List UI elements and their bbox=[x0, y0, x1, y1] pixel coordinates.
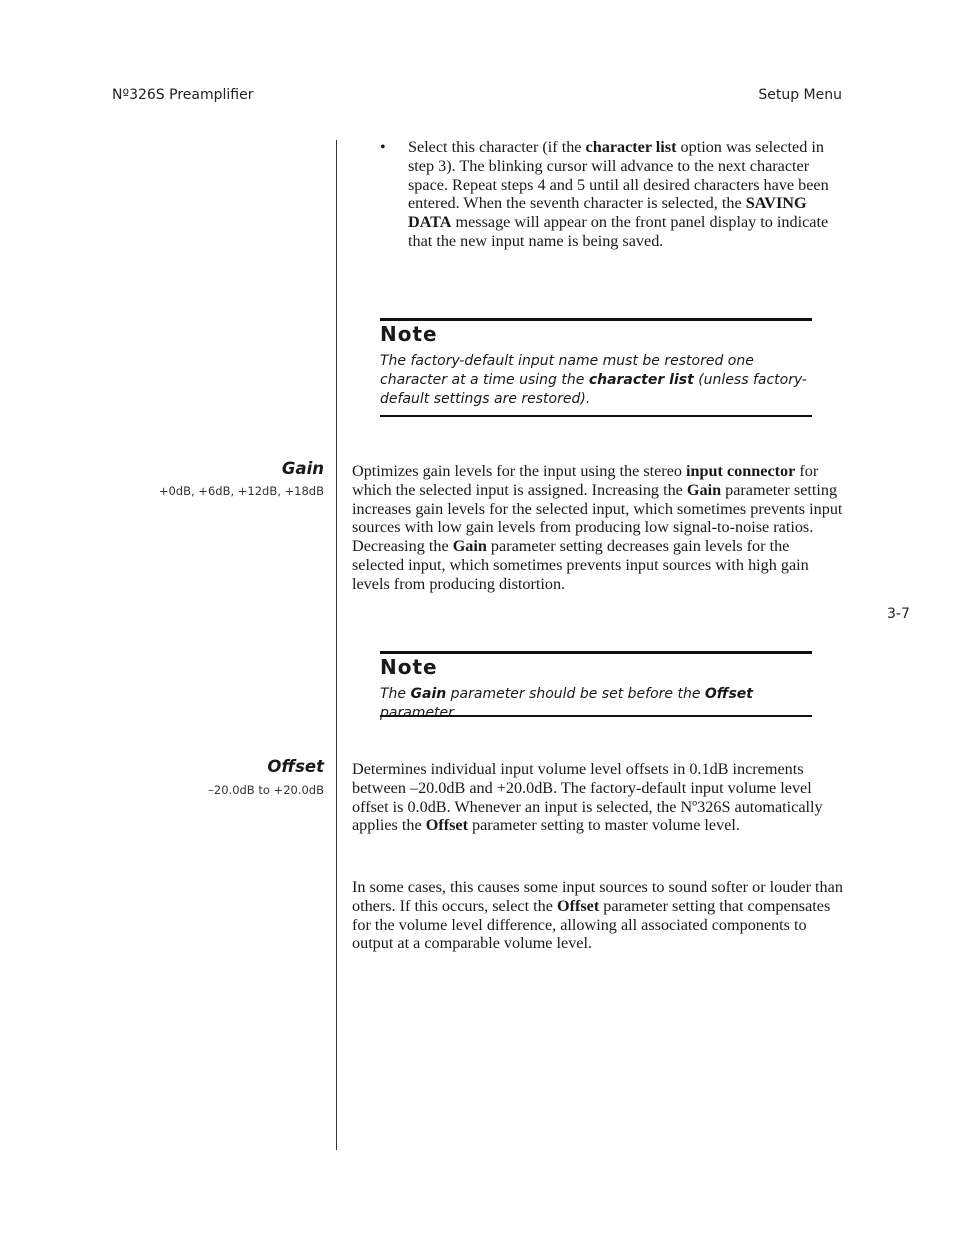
running-header-section: Setup Menu bbox=[758, 87, 842, 103]
page-number: 3-7 bbox=[887, 606, 910, 622]
offset-paragraph-2: In some cases, this causes some input sources to sound softer or louder than others. If this occurs, select the Offset parameter setting that compensates for the volume level difference, allowing all associated components to output at a comparable volume level. bbox=[352, 878, 843, 953]
note-box-gain-offset bbox=[380, 651, 812, 721]
offset-paragraph-1: Determines individual input volume level offsets in 0.1dB increments between –20.0dB and +20.0dB. The factory-default input volume level offset is 0.0dB. Whenever an input is selected, the Nº326S automatically applies the Offset parameter setting to master volume level. bbox=[352, 760, 823, 835]
note-title: Note bbox=[380, 655, 438, 679]
column-divider bbox=[336, 140, 337, 1150]
note-body: The Gain parameter should be set before the Offset parameter. bbox=[380, 686, 753, 721]
offset-range: –20.0dB to +20.0dB bbox=[208, 783, 324, 797]
note-body: The factory-default input name must be restored one character at a time using the character list (unless factory-default settings are restored). bbox=[380, 353, 807, 407]
bullet-item bbox=[380, 138, 840, 251]
note-title: Note bbox=[380, 322, 438, 346]
offset-heading: Offset bbox=[267, 757, 324, 776]
bullet-marker: • bbox=[380, 138, 386, 156]
bullet-text: Select this character (if the character list option was selected in step 3). The blinking cursor will advance to the next character space. Repeat steps 4 and 5 until all desired characters have been entered. When the seventh character is selected, the SAVING DATA message will appear on the front panel display to indicate that the new input name is being saved. bbox=[408, 138, 829, 250]
running-header-title: Nº326S Preamplifier bbox=[112, 87, 254, 103]
term-saving-data: SAVING DATA bbox=[408, 194, 807, 232]
gain-range: +0dB, +6dB, +12dB, +18dB bbox=[158, 484, 324, 498]
term-character-list: character list bbox=[585, 138, 677, 156]
note-box-input-name bbox=[380, 318, 812, 417]
gain-paragraph: Optimizes gain levels for the input using the stereo input connector for which the selected input is assigned. Increasing the Gain parameter setting increases gain levels for the selected input, which sometimes prevents input sources with low gain levels from producing low signal-to-noise ratios. Decreasing the Gain parameter setting decreases gain levels for the selected input, which sometimes prevents input sources with high gain levels from producing distortion. bbox=[352, 462, 843, 593]
gain-heading: Gain bbox=[281, 459, 324, 478]
